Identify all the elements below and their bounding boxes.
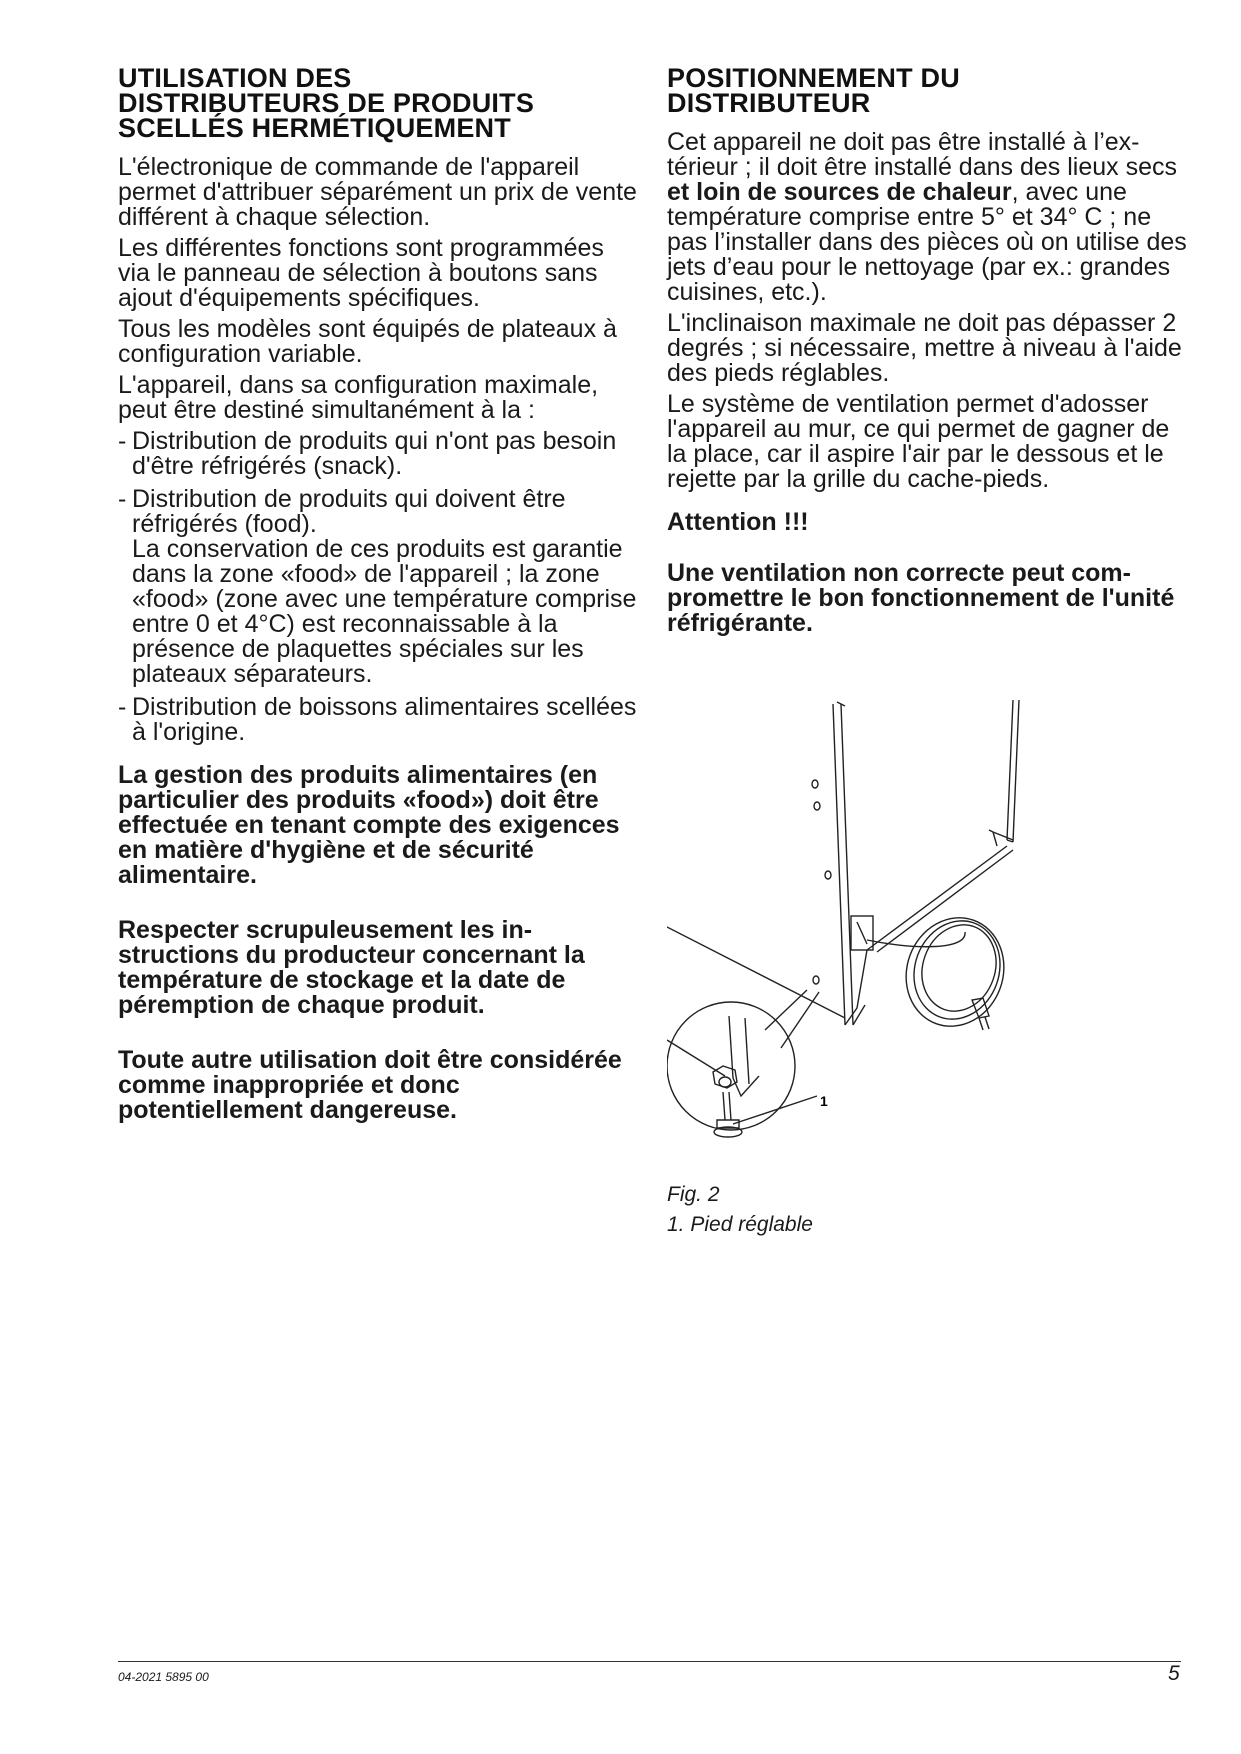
figure-caption bbox=[667, 1180, 813, 1240]
paragraph: L'inclinaison maximale ne doit pas dépasser 2 degrés ; si nécessaire, mettre à niveau à l'aide des pieds réglables. bbox=[667, 309, 1182, 387]
page-number: 5 bbox=[1168, 1662, 1180, 1685]
paragraph: L'appareil, dans sa configuration maximale, peut être destiné simultanément à la : bbox=[118, 371, 599, 424]
list-item-text: Distribution de produits qui n'ont pas besoin d'être réfrigérés (snack). bbox=[132, 427, 617, 480]
paragraph: Tous les modèles sont équipés de plateaux à configuration variable. bbox=[118, 315, 617, 368]
list-item bbox=[118, 429, 638, 479]
paragraph: Les différentes fonctions sont programmées via le panneau de sélection à boutons sans ajout d'équipements spécifiques. bbox=[118, 234, 604, 312]
title-line: UTILISATION DES bbox=[118, 63, 352, 93]
list-item-text: La conservation de ces produits est garantie dans la zone «food» de l'appareil ; la zone «food» (zone avec une température comprise entre 0 et 4°C) est reconnaissable à la présence de plaquettes spéciales sur les plateaux séparateurs. bbox=[132, 535, 637, 688]
title-line: POSITIONNEMENT DU bbox=[667, 63, 960, 93]
left-column bbox=[118, 63, 638, 1153]
right-column bbox=[667, 63, 1187, 642]
paragraph bbox=[667, 130, 1187, 305]
attention-label: Attention !!! bbox=[667, 508, 809, 536]
figure-label: Fig. 2 bbox=[667, 1183, 720, 1206]
paragraph: Le système de ventilation permet d'adosser l'appareil au mur, ce qui permet de gagner de la place, car il aspire l'air par le dessous et le rejette par la grille du cache-pieds. bbox=[667, 390, 1170, 493]
list-item-text: Distribution de boissons alimentaires scellées à l'origine. bbox=[132, 693, 637, 746]
list-item-text: Distribution de produits qui doivent être réfrigérés (food). bbox=[132, 485, 566, 538]
callout-number: 1 bbox=[820, 1093, 828, 1109]
figure-legend: 1. Pied réglable bbox=[667, 1213, 813, 1236]
title-line: DISTRIBUTEUR bbox=[667, 88, 871, 118]
distributor-foot-illustration bbox=[667, 700, 1027, 1170]
paragraph: L'électronique de commande de l'appareil permet d'attribuer séparément un prix de vente différent à chaque sélection. bbox=[118, 153, 637, 231]
bold-notice: Toute autre utilisation doit être considérée comme inappropriée et donc potentiellement dangereuse. bbox=[118, 1046, 622, 1124]
footer-divider bbox=[118, 1661, 1181, 1662]
bold-notice: La gestion des produits alimentaires (en particulier des produits «food») doit être effectuée en tenant compte des exigences en matière d'hygiène et de sécurité alimentaire. bbox=[118, 761, 620, 889]
document-code: 04-2021 5895 00 bbox=[118, 1670, 209, 1684]
text-run-bold: et loin de sources de chaleur bbox=[667, 178, 1012, 206]
title-line: SCELLÉS HERMÉTIQUEMENT bbox=[118, 113, 511, 143]
warning-text: Une ventilation non correcte peut compromettre le bon fonctionnement de l'unité réfrigérante. bbox=[667, 559, 1175, 637]
text-run: , avec une température comprise entre 5° et 34° C ; ne pas l’installer dans des pièces où on utilise des jets d’eau pour le nettoyage (par ex.: grandes cuisines, etc.). bbox=[667, 178, 1187, 306]
list-item bbox=[118, 695, 638, 745]
bold-notice: Respecter scrupuleusement les instructions du producteur concernant la température de stockage et la date de péremption de chaque produit. bbox=[118, 916, 585, 1019]
list-item bbox=[118, 487, 638, 687]
text-run: Cet appareil ne doit pas être installé à l’extérieur ; il doit être installé dans des lieux secs bbox=[667, 128, 1177, 181]
usage-list bbox=[118, 429, 638, 745]
section-title-positionnement bbox=[667, 63, 1187, 118]
title-line: DISTRIBUTEURS DE PRODUITS bbox=[118, 88, 535, 118]
figure-distributor-foot bbox=[667, 700, 1027, 1170]
section-title-utilisation bbox=[118, 63, 638, 143]
